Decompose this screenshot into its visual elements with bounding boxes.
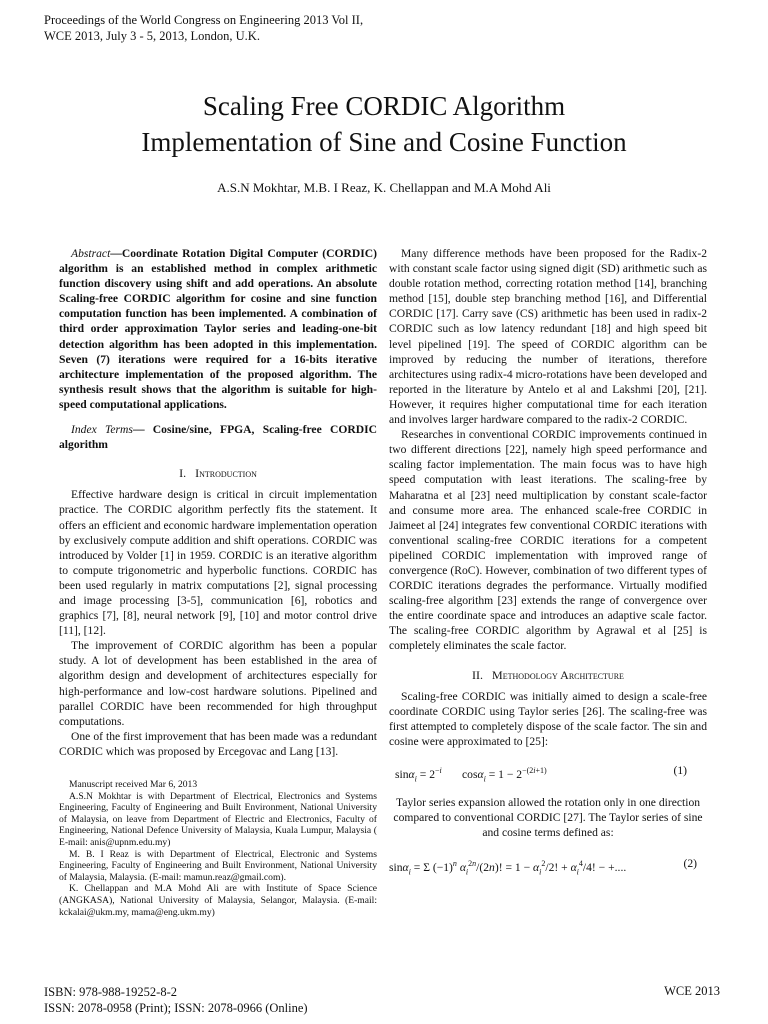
section-2-number: II. — [472, 667, 484, 682]
footer-right: WCE 2013 — [664, 984, 720, 998]
proceedings-header — [44, 12, 363, 44]
authors: A.S.N Mokhtar, M.B. I Reaz, K. Chellappan and M.A Mohd Ali — [217, 180, 551, 195]
footer-left — [44, 984, 308, 1016]
equation-2 — [389, 846, 707, 886]
intro-paragraph: The improvement of CORDIC algorithm has been a popular study. A lot of development has been established in the area of algorithm design and development of architectures especially for high-performance and low-cost hardware solutions. Pipelined and parallel CORDIC have been recommended for high throughput computations. — [59, 639, 377, 728]
footnote: M. B. I Reaz is with Department of Electrical, Electronic and Systems Engineering, Faculty of Engineering and Built Environment, National University of Malaysia, Malaysia. (E-mail: mamun.reaz@gmail.com). — [59, 848, 377, 883]
issn: ISSN: 2078-0958 (Print); ISSN: 2078-0966 (Online) — [44, 1001, 308, 1015]
index-terms-label: Index Terms — [71, 423, 133, 437]
footnotes — [59, 779, 377, 918]
right-column — [389, 246, 707, 892]
equation-1-body: $\sin\alpha_i = 2^{-i}$ $\cos\alpha_i = 1 - 2^{-(2i+1)}$ — [395, 766, 547, 784]
header-line-1: Proceedings of the World Congress on Engineering 2013 Vol II, — [44, 13, 364, 27]
header-line-2: WCE 2013, July 3 - 5, 2013, London, U.K. — [44, 29, 260, 43]
abstract-label: Abstract — [71, 247, 111, 260]
intro-paragraph: Effective hardware design is critical in circuit implementation practice. The CORDIC algorithm perfectly fits the statement. It offers an efficient and economic hardware implementation operation by exclusively compute addition and shift operations. CORDIC was introduced by Volder [1] in 1959. CORDIC is an iterative algorithm to compute trigonometric and hyperbolic functions. CORDIC has been used regularly in matrix computations [2], signal processing and image processing [3-5], communication [6], robotics and graphics [7], [8], neural network [9], [10] and motor control drive [11], [12]. — [59, 488, 377, 638]
index-terms — [59, 422, 377, 452]
method-paragraph-1: Scaling-free CORDIC was initially aimed to design a scale-free coordinate CORDIC using Taylor series [26]. The scaling-free was first attempted to completely dispose of the scale factor. The sin and cosine were approximated to [25]: — [389, 689, 707, 748]
title-line-1: Scaling Free CORDIC Algorithm — [202, 91, 566, 121]
isbn: ISBN: 978-988-19252-8-2 — [44, 985, 177, 999]
body-paragraph: Many difference methods have been proposed for the Radix-2 with constant scale factor using signed digit (SD) arithmetic such as double rotation method, correcting rotation method [14], branching method [15], double step branching method [16], and Differential CORDIC [17]. Carry save (CS) arithmetic has been used in radix-2 CORDIC such as low latency redundant [18] and high speed bit level pipelined [19]. The speed of CORDIC algorithm can be improved by reducing the number of iterations, therefore architectures using radix-4 micro-rotations have been developed and reported in the literature by Antelo et al and Lakshmi [20], [21]. However, it requires higher computational time for each iteration and involves larger hardware compared to the radix-2 CORDIC. — [389, 247, 707, 427]
title-line-2: Implementation of Sine and Cosine Function — [141, 127, 627, 157]
method-paragraph-2: Taylor series expansion allowed the rotation only in one direction compared to conventional CORDIC [27]. The Taylor series of sine and cosine terms defined as: — [393, 796, 703, 840]
section-2-title: Methodology Architecture — [492, 667, 624, 682]
intro-paragraph: One of the first improvement that has been made was a redundant CORDIC which was proposed by Ercegovac and Lang [13]. — [59, 729, 377, 758]
equation-2-number: (2) — [683, 857, 697, 871]
paper-title — [0, 88, 768, 160]
equation-2-body: sinα$_i$ = Σ $(-1)^n$ $\alpha_i^{2n}/(2n)$! = $1 - \alpha_i^2/2$! + $\alpha_i^4/4$! − +.... — [389, 859, 627, 877]
equation-1-number: (1) — [673, 764, 687, 777]
footnote: K. Chellappan and M.A Mohd Ali are with Institute of Space Science (ANGKASA), National University of Malaysia, Selangor, Malaysia. (E-mail: kckalai@ukm.my, mama@eng.ukm.my) — [59, 883, 377, 918]
footnote: Manuscript received Mar 6, 2013 — [69, 779, 198, 790]
index-terms-text: — Cosine/sine, FPGA, Scaling-free CORDIC algorithm — [59, 423, 377, 452]
equation-1 — [389, 755, 707, 789]
abstract-text: —Coordinate Rotation Digital Computer (CORDIC) algorithm is an established method in complex arithmetic function discovery using shift and add operations. An absolute Scaling-free CORDIC algorithm for cosine and sine function computation function has been implemented. A combination of third order approximation Taylor series and leading-one-bit detection algorithm has been adopted in this implementation. Seven (7) iterations were required for a 16-bits iterative architecture implementation of the proposed algorithm. The synthesis result shows that the algorithm is suitable for high-speed computational applications. — [59, 247, 377, 411]
section-1-number: I. — [179, 466, 187, 481]
footnote: A.S.N Mokhtar is with Department of Electrical, Electronics and Systems Engineering, Faculty of Engineering and Built Environment, National University of Malaysia, on leave from Department of Electric and Electronics, Faculty of Engineering, National Defence University of Malaysia, Kuala Lumpur, Malaysia ( E-mail: anis@upnm.edu.my) — [59, 790, 377, 848]
section-1-title: Introduction — [195, 466, 257, 481]
section-2-heading — [389, 668, 707, 683]
left-column — [59, 246, 377, 918]
section-1-heading — [59, 466, 377, 481]
body-paragraph: Researches in conventional CORDIC improvements continued in two different directions [22], namely high speed performance and scaling factor implementation. The main focus was to have high speed computation with least iterations. The scaling-free by Maharatna et al [23] need multiplication by constant scale-factor and consume more area. The enhanced scale-free CORDIC in Jaimeet al [24] integrates few conventional CORDIC iterations with conventional scaling-free CORDIC iterations for a competent pipelined CORDIC implementation with improved range of convergence (RoC). However, combination of two different types of CORDIC iterations degrades the performance. Virtually modified scaling-free algorithm [23] extends the range of convergence over the entire coordinate space and introduces an adaptive scale factor. The scaling-free CORDIC algorithm by Agrawal et al [25] is completely eliminates the scale factor. — [389, 428, 707, 653]
abstract — [59, 246, 377, 412]
